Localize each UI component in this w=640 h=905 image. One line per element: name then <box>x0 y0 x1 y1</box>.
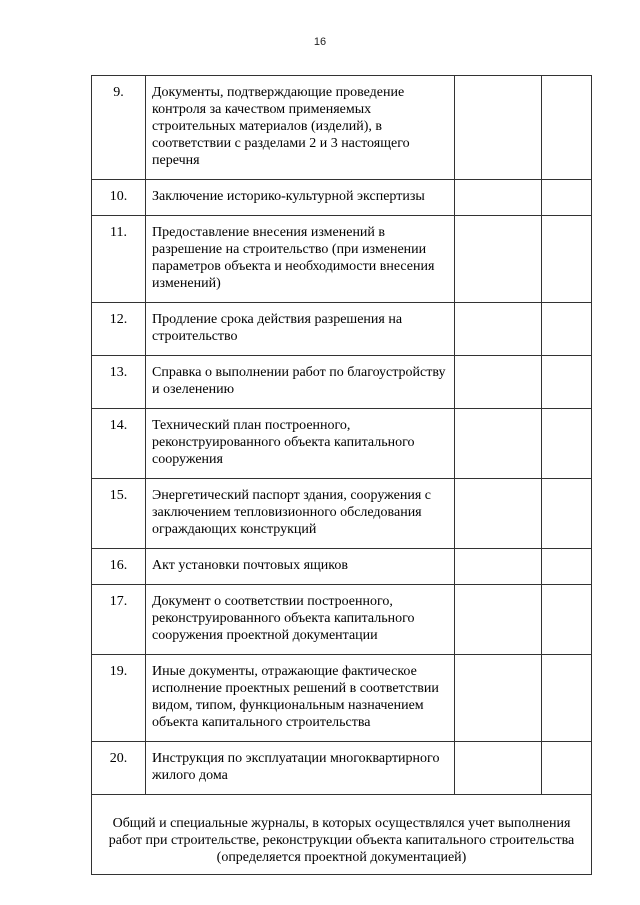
row-number: 17. <box>92 585 146 655</box>
empty-cell <box>455 742 542 795</box>
row-number: 9. <box>92 76 146 180</box>
row-text: Иные документы, отражающие фактическое исполнение проектных решений в соответствии видом, типом, функциональным назначением объекта капитального строительства <box>146 655 455 742</box>
row-number: 16. <box>92 549 146 585</box>
empty-cell <box>455 180 542 216</box>
table-row <box>92 180 592 216</box>
table-row <box>92 655 592 742</box>
empty-cell <box>455 356 542 409</box>
empty-cell <box>542 180 592 216</box>
row-text: Заключение историко-культурной экспертизы <box>146 180 455 216</box>
row-text: Документ о соответствии построенного, реконструированного объекта капитального сооружения проектной документации <box>146 585 455 655</box>
empty-cell <box>455 655 542 742</box>
empty-cell <box>542 356 592 409</box>
row-text: Предоставление внесения изменений в разрешение на строительство (при изменении параметров объекта и необходимости внесения изменений) <box>146 216 455 303</box>
table-row <box>92 742 592 795</box>
row-text: Справка о выполнении работ по благоустройству и озеленению <box>146 356 455 409</box>
table-row <box>92 76 592 180</box>
row-number: 15. <box>92 479 146 549</box>
empty-cell <box>542 303 592 356</box>
table-row <box>92 549 592 585</box>
empty-cell <box>542 76 592 180</box>
empty-cell <box>542 549 592 585</box>
row-text: Продление срока действия разрешения на строительство <box>146 303 455 356</box>
table-row <box>92 303 592 356</box>
page-number: 16 <box>313 36 327 48</box>
row-number: 19. <box>92 655 146 742</box>
empty-cell <box>455 409 542 479</box>
empty-cell <box>542 585 592 655</box>
empty-cell <box>542 655 592 742</box>
row-text: Технический план построенного, реконструированного объекта капитального сооружения <box>146 409 455 479</box>
empty-cell <box>455 585 542 655</box>
documents-table <box>91 75 592 875</box>
row-number: 12. <box>92 303 146 356</box>
row-number: 20. <box>92 742 146 795</box>
table-row <box>92 216 592 303</box>
footer-row <box>92 795 592 875</box>
table-row <box>92 479 592 549</box>
empty-cell <box>455 216 542 303</box>
empty-cell <box>542 742 592 795</box>
journals-note: Общий и специальные журналы, в которых осуществлялся учет выполнения работ при строительстве, реконструкции объекта капитального строительства (определяется проектной документацией) <box>92 795 592 875</box>
table-row <box>92 409 592 479</box>
empty-cell <box>455 479 542 549</box>
empty-cell <box>542 409 592 479</box>
row-number: 10. <box>92 180 146 216</box>
row-text: Энергетический паспорт здания, сооружения с заключением тепловизионного обследования ограждающих конструкций <box>146 479 455 549</box>
empty-cell <box>455 76 542 180</box>
table-row <box>92 585 592 655</box>
empty-cell <box>542 479 592 549</box>
row-number: 14. <box>92 409 146 479</box>
row-text: Акт установки почтовых ящиков <box>146 549 455 585</box>
row-number: 13. <box>92 356 146 409</box>
empty-cell <box>542 216 592 303</box>
row-number: 11. <box>92 216 146 303</box>
empty-cell <box>455 549 542 585</box>
table-row <box>92 356 592 409</box>
row-text: Инструкция по эксплуатации многоквартирного жилого дома <box>146 742 455 795</box>
empty-cell <box>455 303 542 356</box>
row-text: Документы, подтверждающие проведение контроля за качеством применяемых строительных материалов (изделий), в соответствии с разделами 2 и 3 настоящего перечня <box>146 76 455 180</box>
